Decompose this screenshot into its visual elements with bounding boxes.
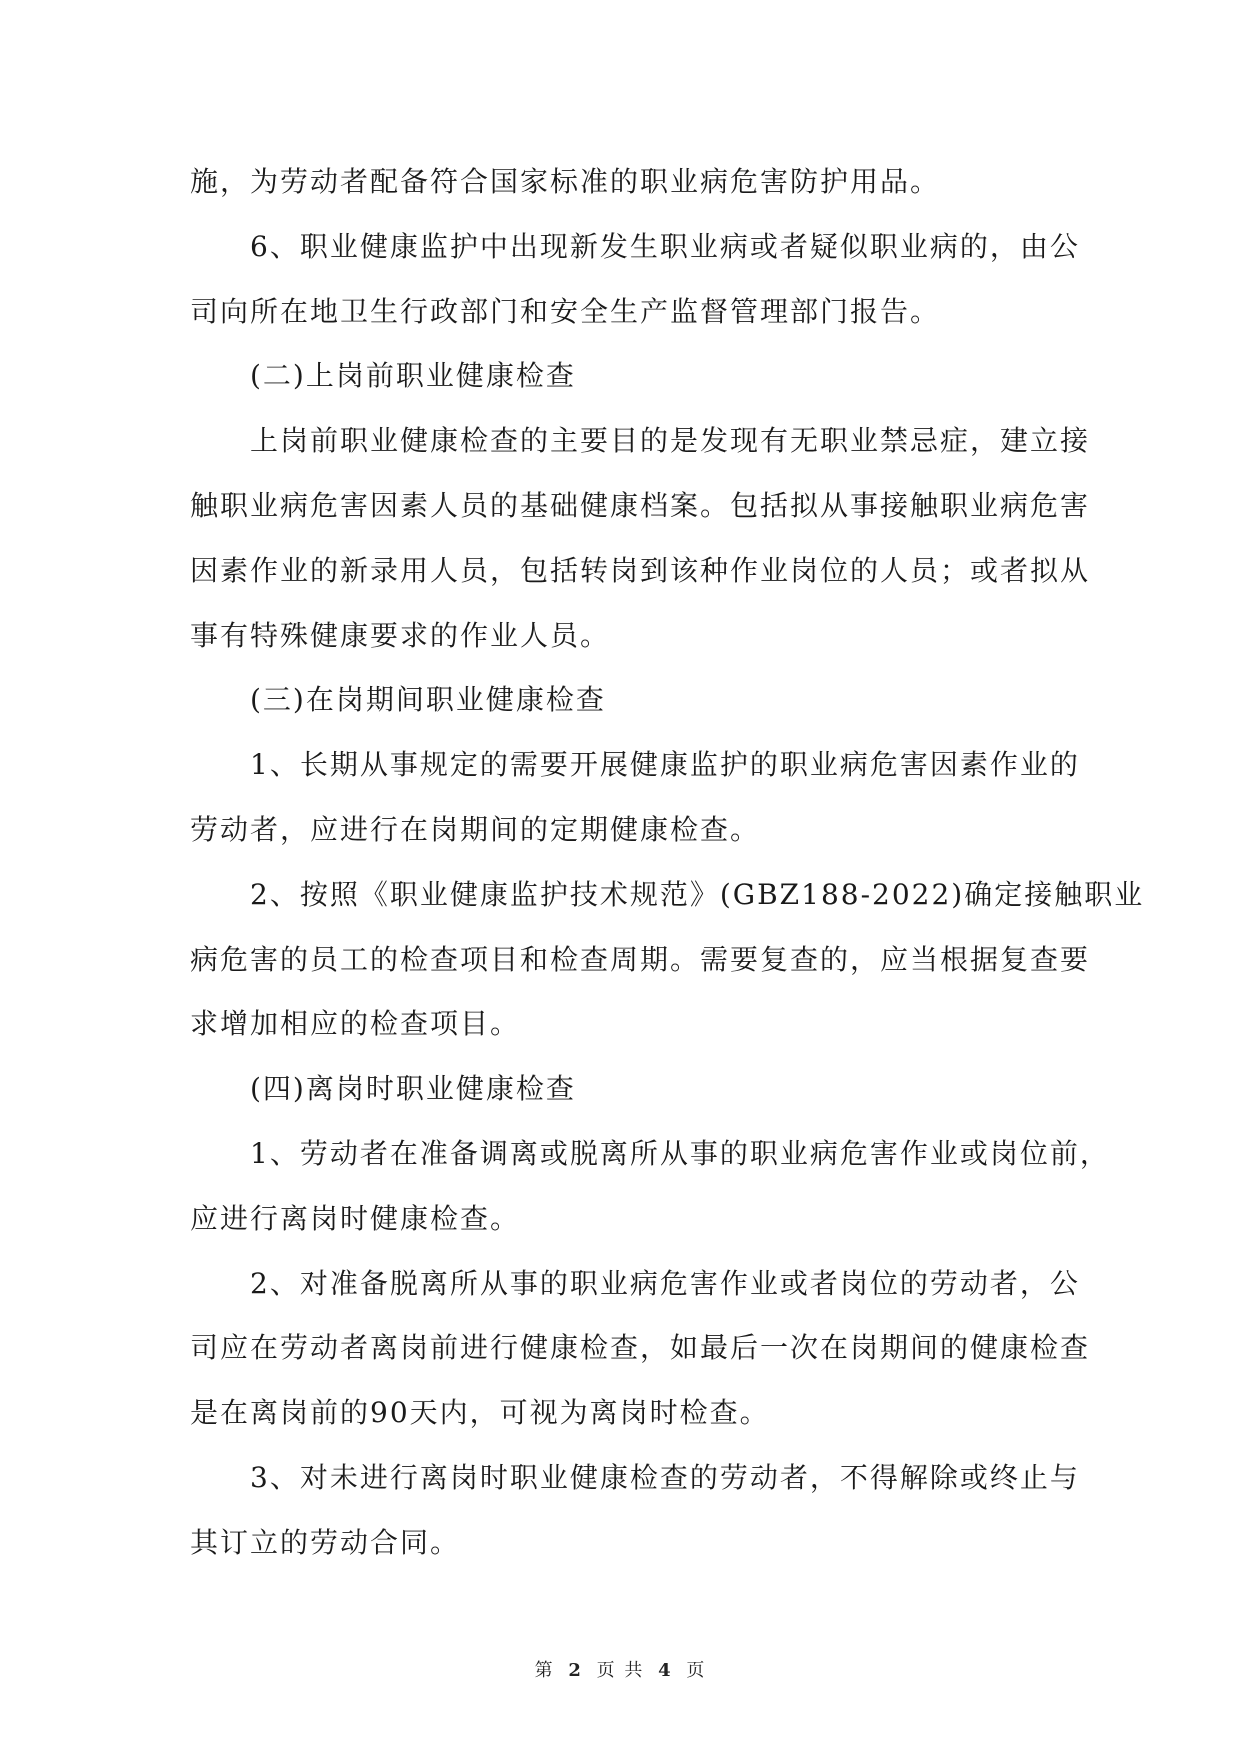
text-line: 施，为劳动者配备符合国家标准的职业病危害防护用品。 bbox=[190, 165, 941, 198]
text-line: 2、对准备脱离所从事的职业病危害作业或者岗位的劳动者，公 bbox=[250, 1266, 1080, 1300]
text-line: 上岗前职业健康检查的主要目的是发现有无职业禁忌症，建立接 bbox=[250, 424, 1091, 458]
text-line: 6、职业健康监护中出现新发生职业病或者疑似职业病的，由公 bbox=[250, 229, 1080, 263]
text-line: 应进行离岗时健康检查。 bbox=[190, 1201, 521, 1235]
paragraph-pre-employment bbox=[190, 409, 1091, 668]
section-heading-pre-employment bbox=[190, 344, 1062, 409]
text-line: 事有特殊健康要求的作业人员。 bbox=[190, 618, 611, 652]
paragraph-departure-3 bbox=[190, 1446, 1080, 1576]
text-line: 求增加相应的检查项目。 bbox=[190, 1007, 521, 1041]
text-line: 1、长期从事规定的需要开展健康监护的职业病危害因素作业的 bbox=[250, 748, 1080, 782]
text-line: 3、对未进行离岗时职业健康检查的劳动者，不得解除或终止与 bbox=[250, 1460, 1080, 1494]
section-heading-on-duty bbox=[190, 668, 1062, 733]
paragraph-departure-1 bbox=[190, 1122, 1110, 1252]
footer-middle: 页 共 bbox=[596, 1660, 645, 1681]
paragraph-on-duty-2 bbox=[190, 863, 1145, 1057]
paragraph-continuation bbox=[190, 150, 1062, 215]
paragraph-departure-2 bbox=[190, 1252, 1091, 1446]
page-footer bbox=[0, 1656, 1241, 1682]
section-heading-departure bbox=[190, 1057, 1062, 1122]
text-line: 触职业病危害因素人员的基础健康档案。包括拟从事接触职业病危害 bbox=[190, 488, 1091, 522]
footer-prefix: 第 bbox=[534, 1660, 555, 1681]
section-heading-text: (二)上岗前职业健康检查 bbox=[250, 359, 576, 393]
text-line: 1、劳动者在准备调离或脱离所从事的职业病危害作业或岗位前， bbox=[250, 1136, 1110, 1170]
section-heading-text: (三)在岗期间职业健康检查 bbox=[250, 683, 606, 717]
text-line: 司应在劳动者离岗前进行健康检查，如最后一次在岗期间的健康检查 bbox=[190, 1331, 1091, 1365]
text-line: 2、按照《职业健康监护技术规范》(GBZ188-2022)确定接触职业 bbox=[250, 877, 1145, 911]
document-body bbox=[190, 150, 1145, 1576]
text-line: 劳动者，应进行在岗期间的定期健康检查。 bbox=[190, 812, 761, 846]
paragraph-on-duty-1 bbox=[190, 733, 1080, 863]
section-heading-text: (四)离岗时职业健康检查 bbox=[250, 1072, 576, 1106]
footer-total-pages: 4 bbox=[658, 1660, 673, 1681]
text-line: 病危害的员工的检查项目和检查周期。需要复查的，应当根据复查要 bbox=[190, 942, 1091, 976]
paragraph-item-6 bbox=[190, 215, 1080, 345]
text-line: 其订立的劳动合同。 bbox=[190, 1525, 461, 1559]
text-line: 因素作业的新录用人员，包括转岗到该种作业岗位的人员；或者拟从 bbox=[190, 553, 1091, 587]
footer-suffix: 页 bbox=[686, 1660, 707, 1681]
text-line: 是在离岗前的90天内，可视为离岗时检查。 bbox=[190, 1396, 770, 1430]
text-line: 司向所在地卫生行政部门和安全生产监督管理部门报告。 bbox=[190, 294, 941, 328]
footer-page-number: 2 bbox=[568, 1660, 583, 1681]
